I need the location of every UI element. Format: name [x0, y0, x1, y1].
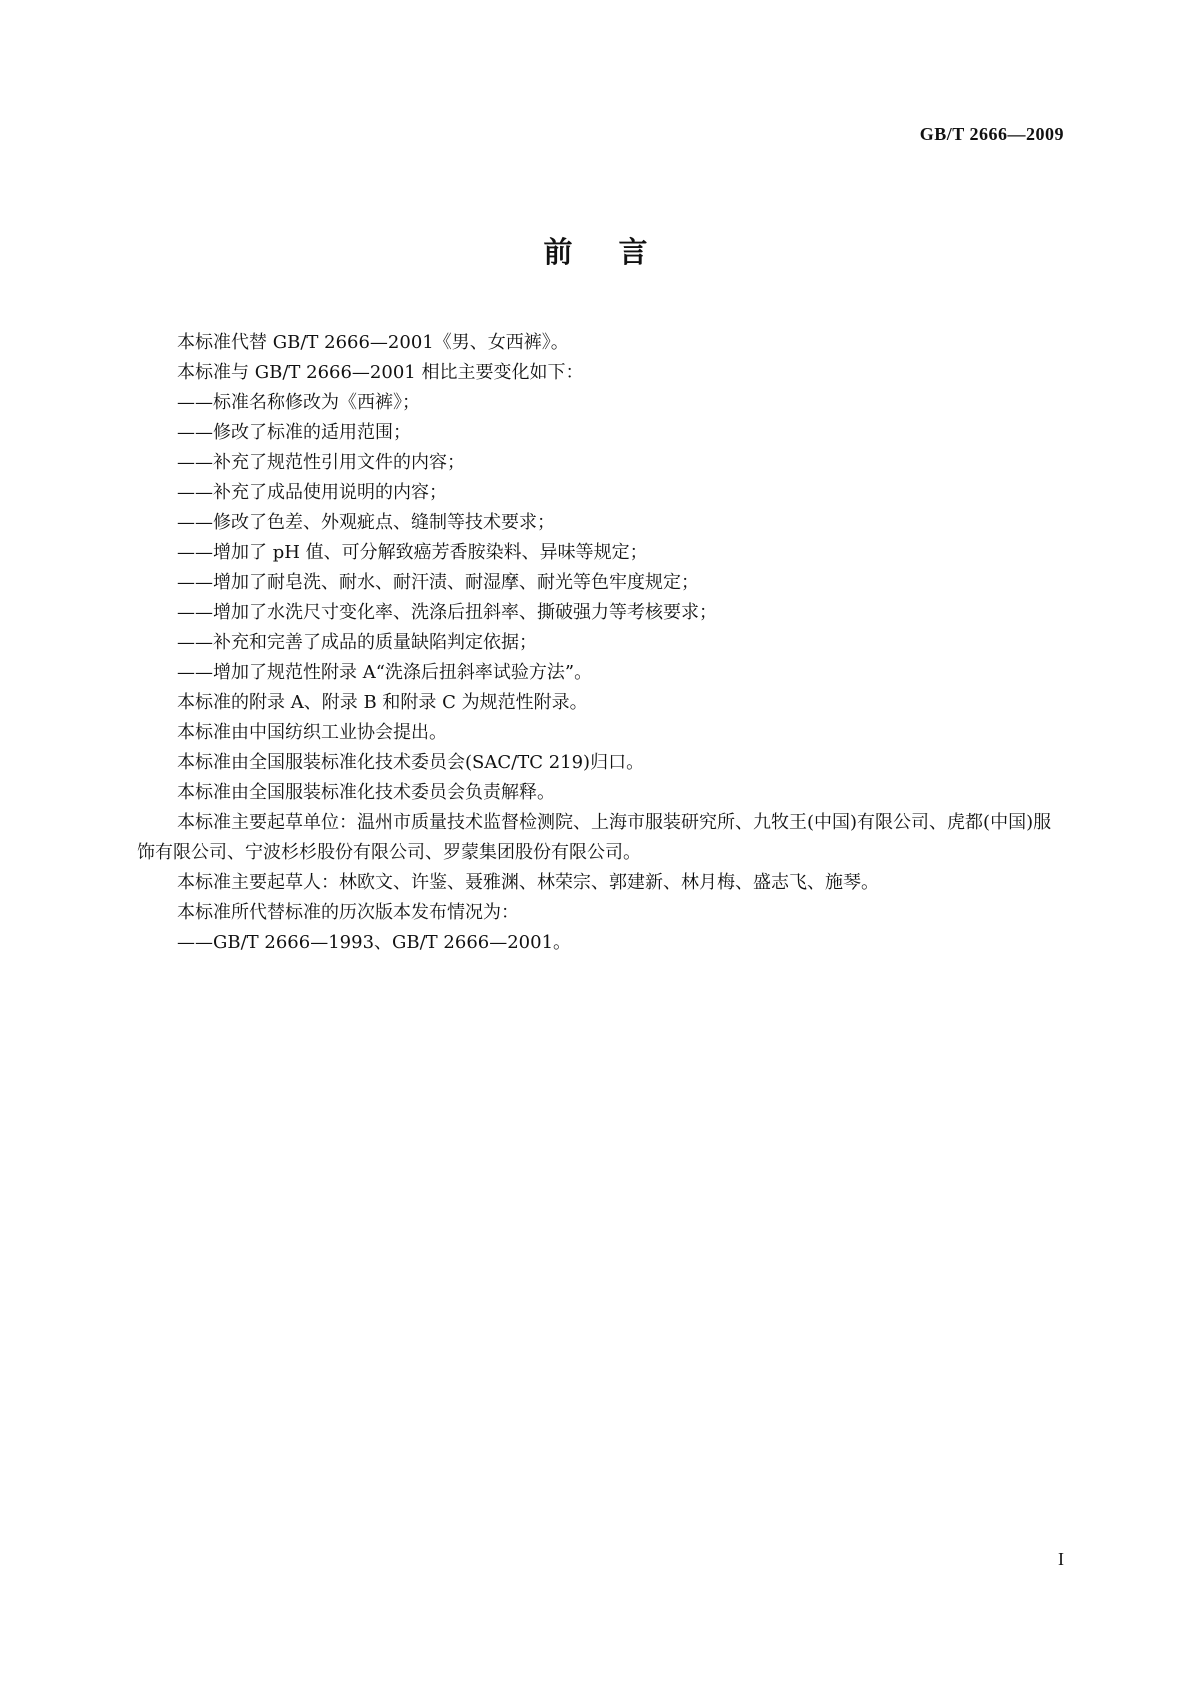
change-item: ——补充和完善了成品的质量缺陷判定依据； [177, 632, 537, 653]
paragraph-version-history: 本标准所代替标准的历次版本发布情况为： [177, 902, 519, 923]
change-item: ——补充了规范性引用文件的内容； [177, 452, 465, 473]
page-title: 前言 [543, 235, 694, 269]
paragraph-centralized-by: 本标准由全国服装标准化技术委员会(SAC/TC 219)归口。 [177, 752, 645, 773]
preface-body [137, 328, 1065, 958]
paragraph-replaces: 本标准代替 GB/T 2666—2001《男、女西裤》。 [177, 332, 569, 353]
change-item: ——增加了 pH 值、可分解致癌芳香胺染料、异味等规定； [177, 542, 648, 563]
page-number: I [1058, 1549, 1064, 1569]
change-item: ——修改了色差、外观疵点、缝制等技术要求； [177, 512, 555, 533]
change-item: ——增加了水洗尺寸变化率、洗涤后扭斜率、撕破强力等考核要求； [177, 602, 717, 623]
paragraph-drafting-units: 本标准主要起草单位：温州市质量技术监督检测院、上海市服装研究所、九牧王(中国)有限公司、虎都(中国)服饰有限公司、宁波杉杉股份有限公司、罗蒙集团股份有限公司。 [137, 812, 1052, 863]
paragraph-annexes: 本标准的附录 A、附录 B 和附录 C 为规范性附录。 [177, 692, 588, 713]
change-item: ——增加了规范性附录 A“洗涤后扭斜率试验方法”。 [177, 662, 593, 683]
version-history-item: ——GB/T 2666—1993、GB/T 2666—2001。 [177, 932, 572, 953]
change-item: ——补充了成品使用说明的内容； [177, 482, 447, 503]
change-item: ——增加了耐皂洗、耐水、耐汗渍、耐湿摩、耐光等色牢度规定； [177, 572, 699, 593]
change-item: ——修改了标准的适用范围； [177, 422, 411, 443]
paragraph-drafters: 本标准主要起草人：林欧文、许鉴、聂雅渊、林荣宗、郭建新、林月梅、盛志飞、施琴。 [177, 872, 879, 893]
standard-code: GB/T 2666—2009 [919, 124, 1064, 144]
paragraph-changes-intro: 本标准与 GB/T 2666—2001 相比主要变化如下： [177, 362, 584, 383]
change-item: ——标准名称修改为《西裤》； [177, 392, 420, 413]
paragraph-interpreted-by: 本标准由全国服装标准化技术委员会负责解释。 [177, 782, 555, 803]
paragraph-proposed-by: 本标准由中国纺织工业协会提出。 [177, 722, 447, 743]
